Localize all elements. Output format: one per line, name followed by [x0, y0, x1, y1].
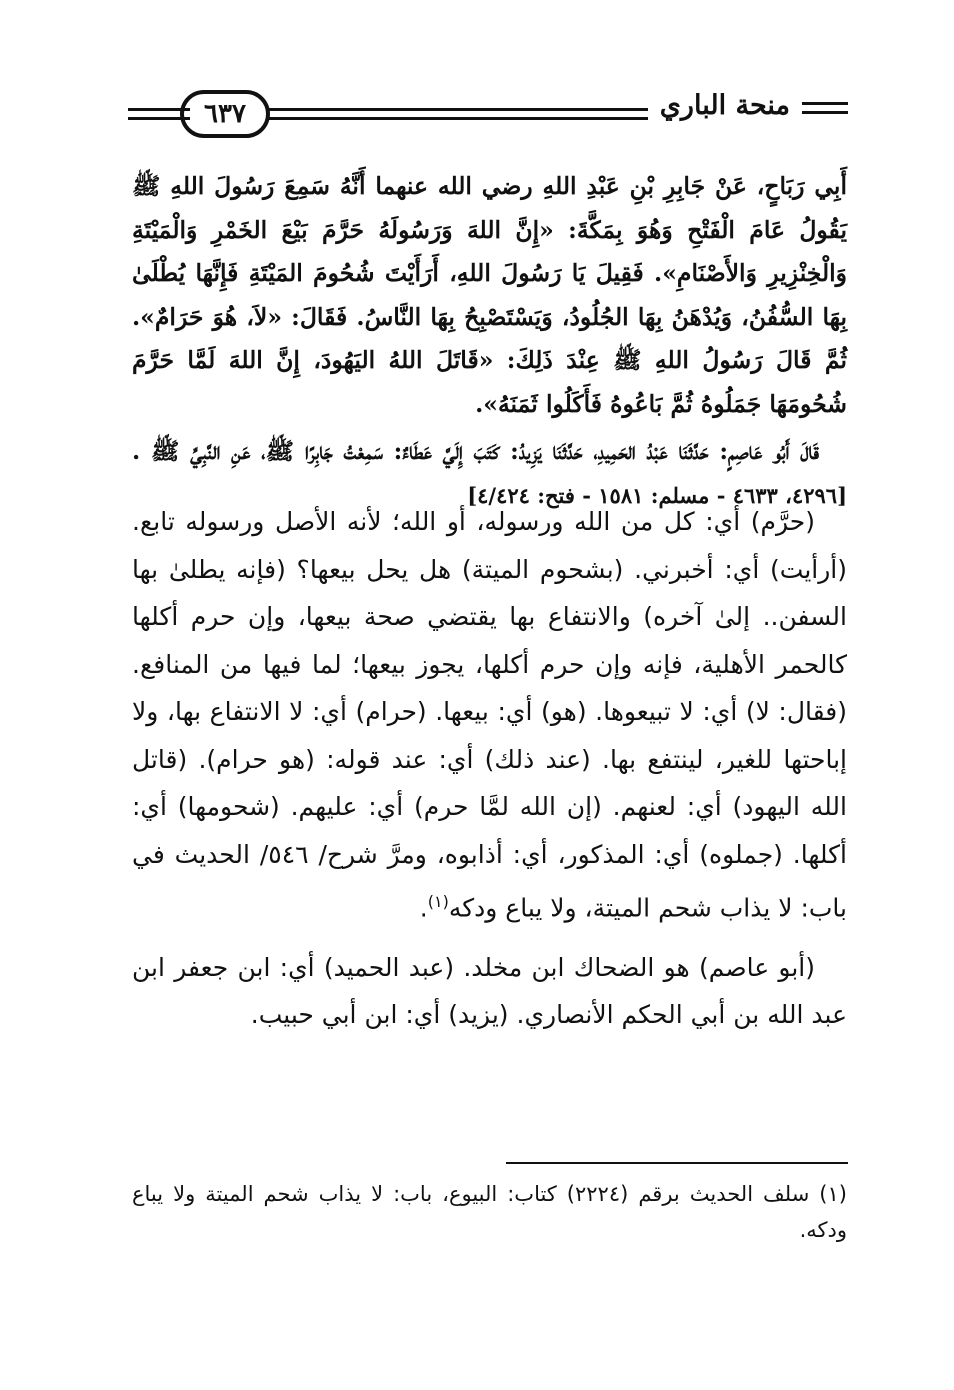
- hadith-line: وَيَسْتَصْبِحُ بِهَا النَّاسُ. فَقَالَ: «لاَ، هُوَ حَرَامٌ». ثُمَّ قَالَ رَسُولُ اللهِ ﷺ عِنْدَ ذَلِكَ:: [132, 302, 848, 374]
- footnote-text: (١) سلف الحديث برقم (٢٢٢٤) كتاب: البيوع، باب: لا يذاب شحم الميتة ولا يباع ودكه.: [132, 1182, 847, 1242]
- commentary-paragraph: [132, 944, 847, 1039]
- hadith-references: [٤٢٩٦، ٤٦٣٣ - مسلم: ١٥٨١ - فتح: ٤/٤٢٤]: [467, 482, 847, 508]
- hadith-text: [132, 165, 847, 426]
- hadith-line: فَقِيلَ يَا رَسُولَ اللهِ، أَرَأَيْتَ شُحُومَ المَيْتَةِ فَإِنَّهَا يُطْلَىٰ بِهَا السُّفُنُ، وَيُدْهَنُ بِهَا الجُلُودُ،: [132, 259, 848, 331]
- hadith-line: أَبِي رَبَاحٍ، عَنْ جَابِرِ بْنِ عَبْدِ اللهِ رضي الله عنهما أَنَّهُ سَمِعَ رَسُولَ اللهِ ﷺ يَقُولُ عَامَ: [132, 172, 847, 244]
- commentary-text: (أبو عاصم) هو الضحاك ابن مخلد. (عبد الحميد) أي: ابن جعفر ابن عبد الله بن أبي الحكم الأنصاري. (يزيد) أي: ابن أبي حبيب.: [132, 952, 847, 1030]
- footnote-marker: (١): [427, 892, 449, 911]
- header-rule: [248, 108, 648, 120]
- commentary-block: [132, 498, 847, 1039]
- commentary-text: (حرَّم) أي: كل من الله ورسوله، أو الله؛ لأنه الأصل ورسوله تابع. (أرأيت) أي: أخبرني. (بشحوم الميتة) هل يحل بيعها؟ (فإنه يطلىٰ بها السفن.. إلىٰ آخره) والانتفاع بها يقتضي صحة بيعها، وإن حرم أكلها كالحمر الأهلية، فإنه وإن حرم أكلها، يجوز بيعها؛ لما فيها من المنافع. (فقال: لا) أي: لا تبيعوها. (هو) أي: بيعها. (حرام) أي: لا الانتفاع بها، ولا إباحتها للغير، لينتفع بها. (عند ذلك) أي: عند قوله: (هو حرام). (قاتل الله اليهود) أي: لعنهم. (إن الله لمَّا حرم) أي: عليهم. (شحومها) أي: أكلها. (جملوه) أي: المذكور، أي: أذابوه، ومرَّ شرح/ ٥٤٦/ الحديث في باب: لا يذاب شحم الميتة، ولا يباع ودكه: [132, 507, 847, 923]
- commentary-paragraph: [132, 498, 847, 932]
- book-title: منحة الباري: [659, 90, 790, 121]
- footnote-separator: [506, 1162, 848, 1164]
- isnad-line: جَابِرًا ﷺ، عَنِ النَّبِيِّ ﷺ .: [132, 437, 333, 465]
- hadith-line: الْفَتْحِ وَهُوَ بِمَكَّةَ: «إِنَّ اللهَ وَرَسُولَهُ حَرَّمَ بَيْعَ الخَمْرِ وَالْمَيْتَةِ وَالْخِنْزِيرِ وَالأَصْنَامِ».: [132, 215, 848, 287]
- commentary-text-end: .: [419, 893, 428, 923]
- hadith-line: «قَاتَلَ اللهُ اليَهُودَ، إِنَّ اللهَ لَمَّا حَرَّمَ شُحُومَهَا جَمَلُوهُ ثُمَّ بَاعُوهُ فَأَكَلُوا ثَمَنَهُ».: [132, 346, 847, 418]
- footnote: [132, 1176, 847, 1248]
- header-rule-right: [802, 102, 848, 114]
- header-rule-left: [128, 108, 190, 120]
- page-number: ٦٣٧: [180, 90, 270, 138]
- isnad-line: قَالَ أَبُو عَاصِمٍ: حَدَّثَنَا عَبْدُ الحَمِيدِ، حَدَّثَنَا يَزِيدُ: كَتَبَ إِلَيَّ عَطَاءٌ: سَمِعْتُ: [343, 437, 819, 465]
- running-header: [128, 88, 848, 138]
- hadith-text-block: [132, 165, 847, 517]
